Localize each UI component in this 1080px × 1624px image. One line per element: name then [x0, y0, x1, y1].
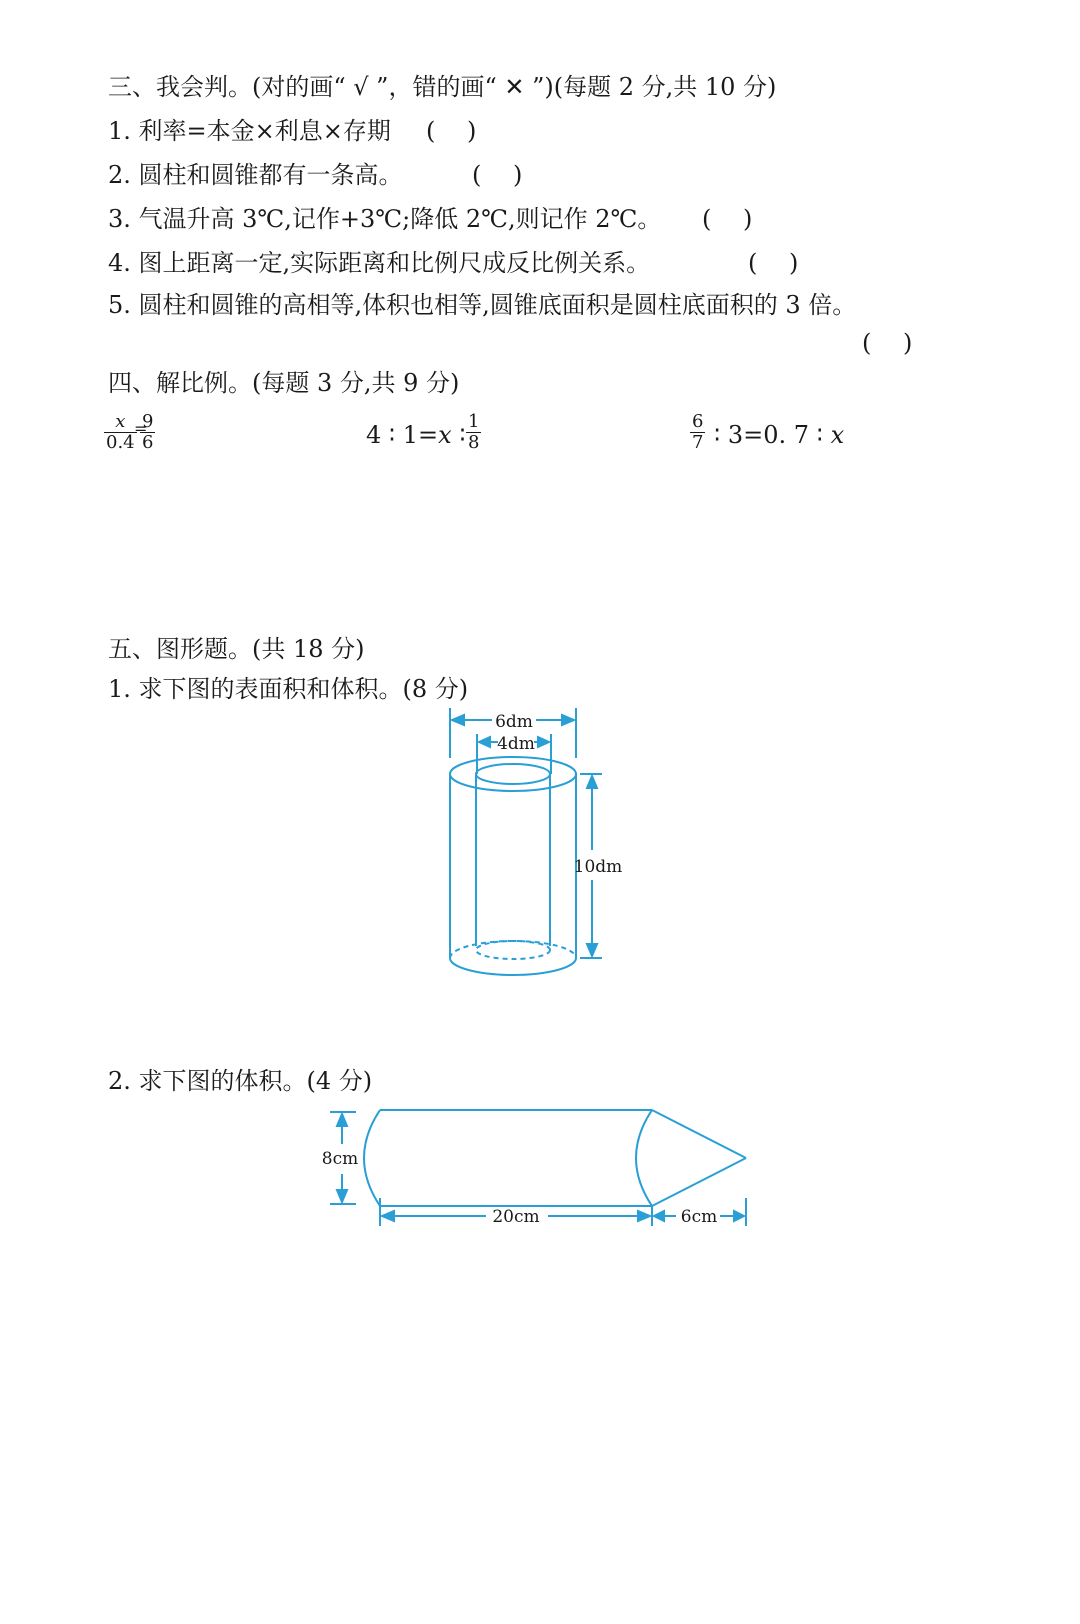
judge-item-1: 1. 利率=本金×利息×存期 [108, 117, 391, 145]
fraction-numerator: 6 [692, 411, 704, 432]
equation-3 [714, 420, 844, 450]
fraction-denominator: 0.4 [106, 432, 135, 453]
answer-paren-3[interactable]: ( ) [702, 205, 753, 233]
fraction-numerator: x [115, 411, 126, 432]
cylinder-length-label: 20cm [492, 1207, 540, 1227]
judge-item-3: 3. 气温升高 3℃,记作+3℃;降低 2℃,则记作 2℃。 [108, 205, 662, 233]
judge-item-5: 5. 圆柱和圆锥的高相等,体积也相等,圆锥底面积是圆柱底面积的 3 倍。 [108, 291, 857, 319]
equation-1-fraction-right [140, 412, 155, 453]
inner-diameter-label: 4dm [497, 734, 535, 754]
equation-3-variable: x [830, 421, 845, 449]
equation-2 [366, 420, 466, 450]
fraction-denominator: 6 [142, 432, 154, 453]
figure-question-2: 2. 求下图的体积。(4 分) [108, 1067, 373, 1095]
outer-diameter-label: 6dm [495, 712, 533, 732]
hollow-cylinder-figure [430, 700, 660, 990]
diameter-label: 8cm [321, 1149, 359, 1169]
judge-item-4: 4. 图上距离一定,实际距离和比例尺成反比例关系。 [108, 249, 651, 277]
equation-3-fraction [690, 412, 705, 453]
judge-item-2: 2. 圆柱和圆锥都有一条高。 [108, 161, 403, 189]
answer-paren-5[interactable]: ( ) [862, 329, 913, 357]
answer-paren-2[interactable]: ( ) [472, 161, 523, 189]
equation-2-left: 4 ∶ 1= [366, 421, 439, 449]
fraction-numerator: 9 [142, 411, 154, 432]
equation-1-fraction-x [104, 412, 137, 453]
equation-2-fraction [466, 412, 481, 453]
section5-title: 五、图形题。(共 18 分) [108, 635, 365, 663]
fraction-denominator: 7 [692, 432, 704, 453]
equation-1-equals: = [134, 419, 148, 438]
equation-3-right: ∶ 3=0. 7 ∶ [714, 421, 823, 449]
answer-paren-4[interactable]: ( ) [748, 249, 799, 277]
figure-question-1: 1. 求下图的表面积和体积。(8 分) [108, 675, 469, 703]
fraction-denominator: 8 [468, 432, 480, 453]
equation-2-variable: x [438, 421, 452, 449]
equation-2-colon: ∶ [451, 421, 466, 449]
cylinder-cone-figure [316, 1098, 756, 1238]
section3-title: 三、我会判。(对的画“ √ ”，错的画“ ✕ ”)(每题 2 分,共 10 分) [108, 73, 777, 101]
answer-paren-1[interactable]: ( ) [426, 117, 477, 145]
cone-length-label: 6cm [680, 1207, 718, 1227]
fraction-numerator: 1 [468, 411, 480, 432]
section4-title: 四、解比例。(每题 3 分,共 9 分) [108, 369, 460, 397]
height-label: 10dm [573, 857, 623, 877]
